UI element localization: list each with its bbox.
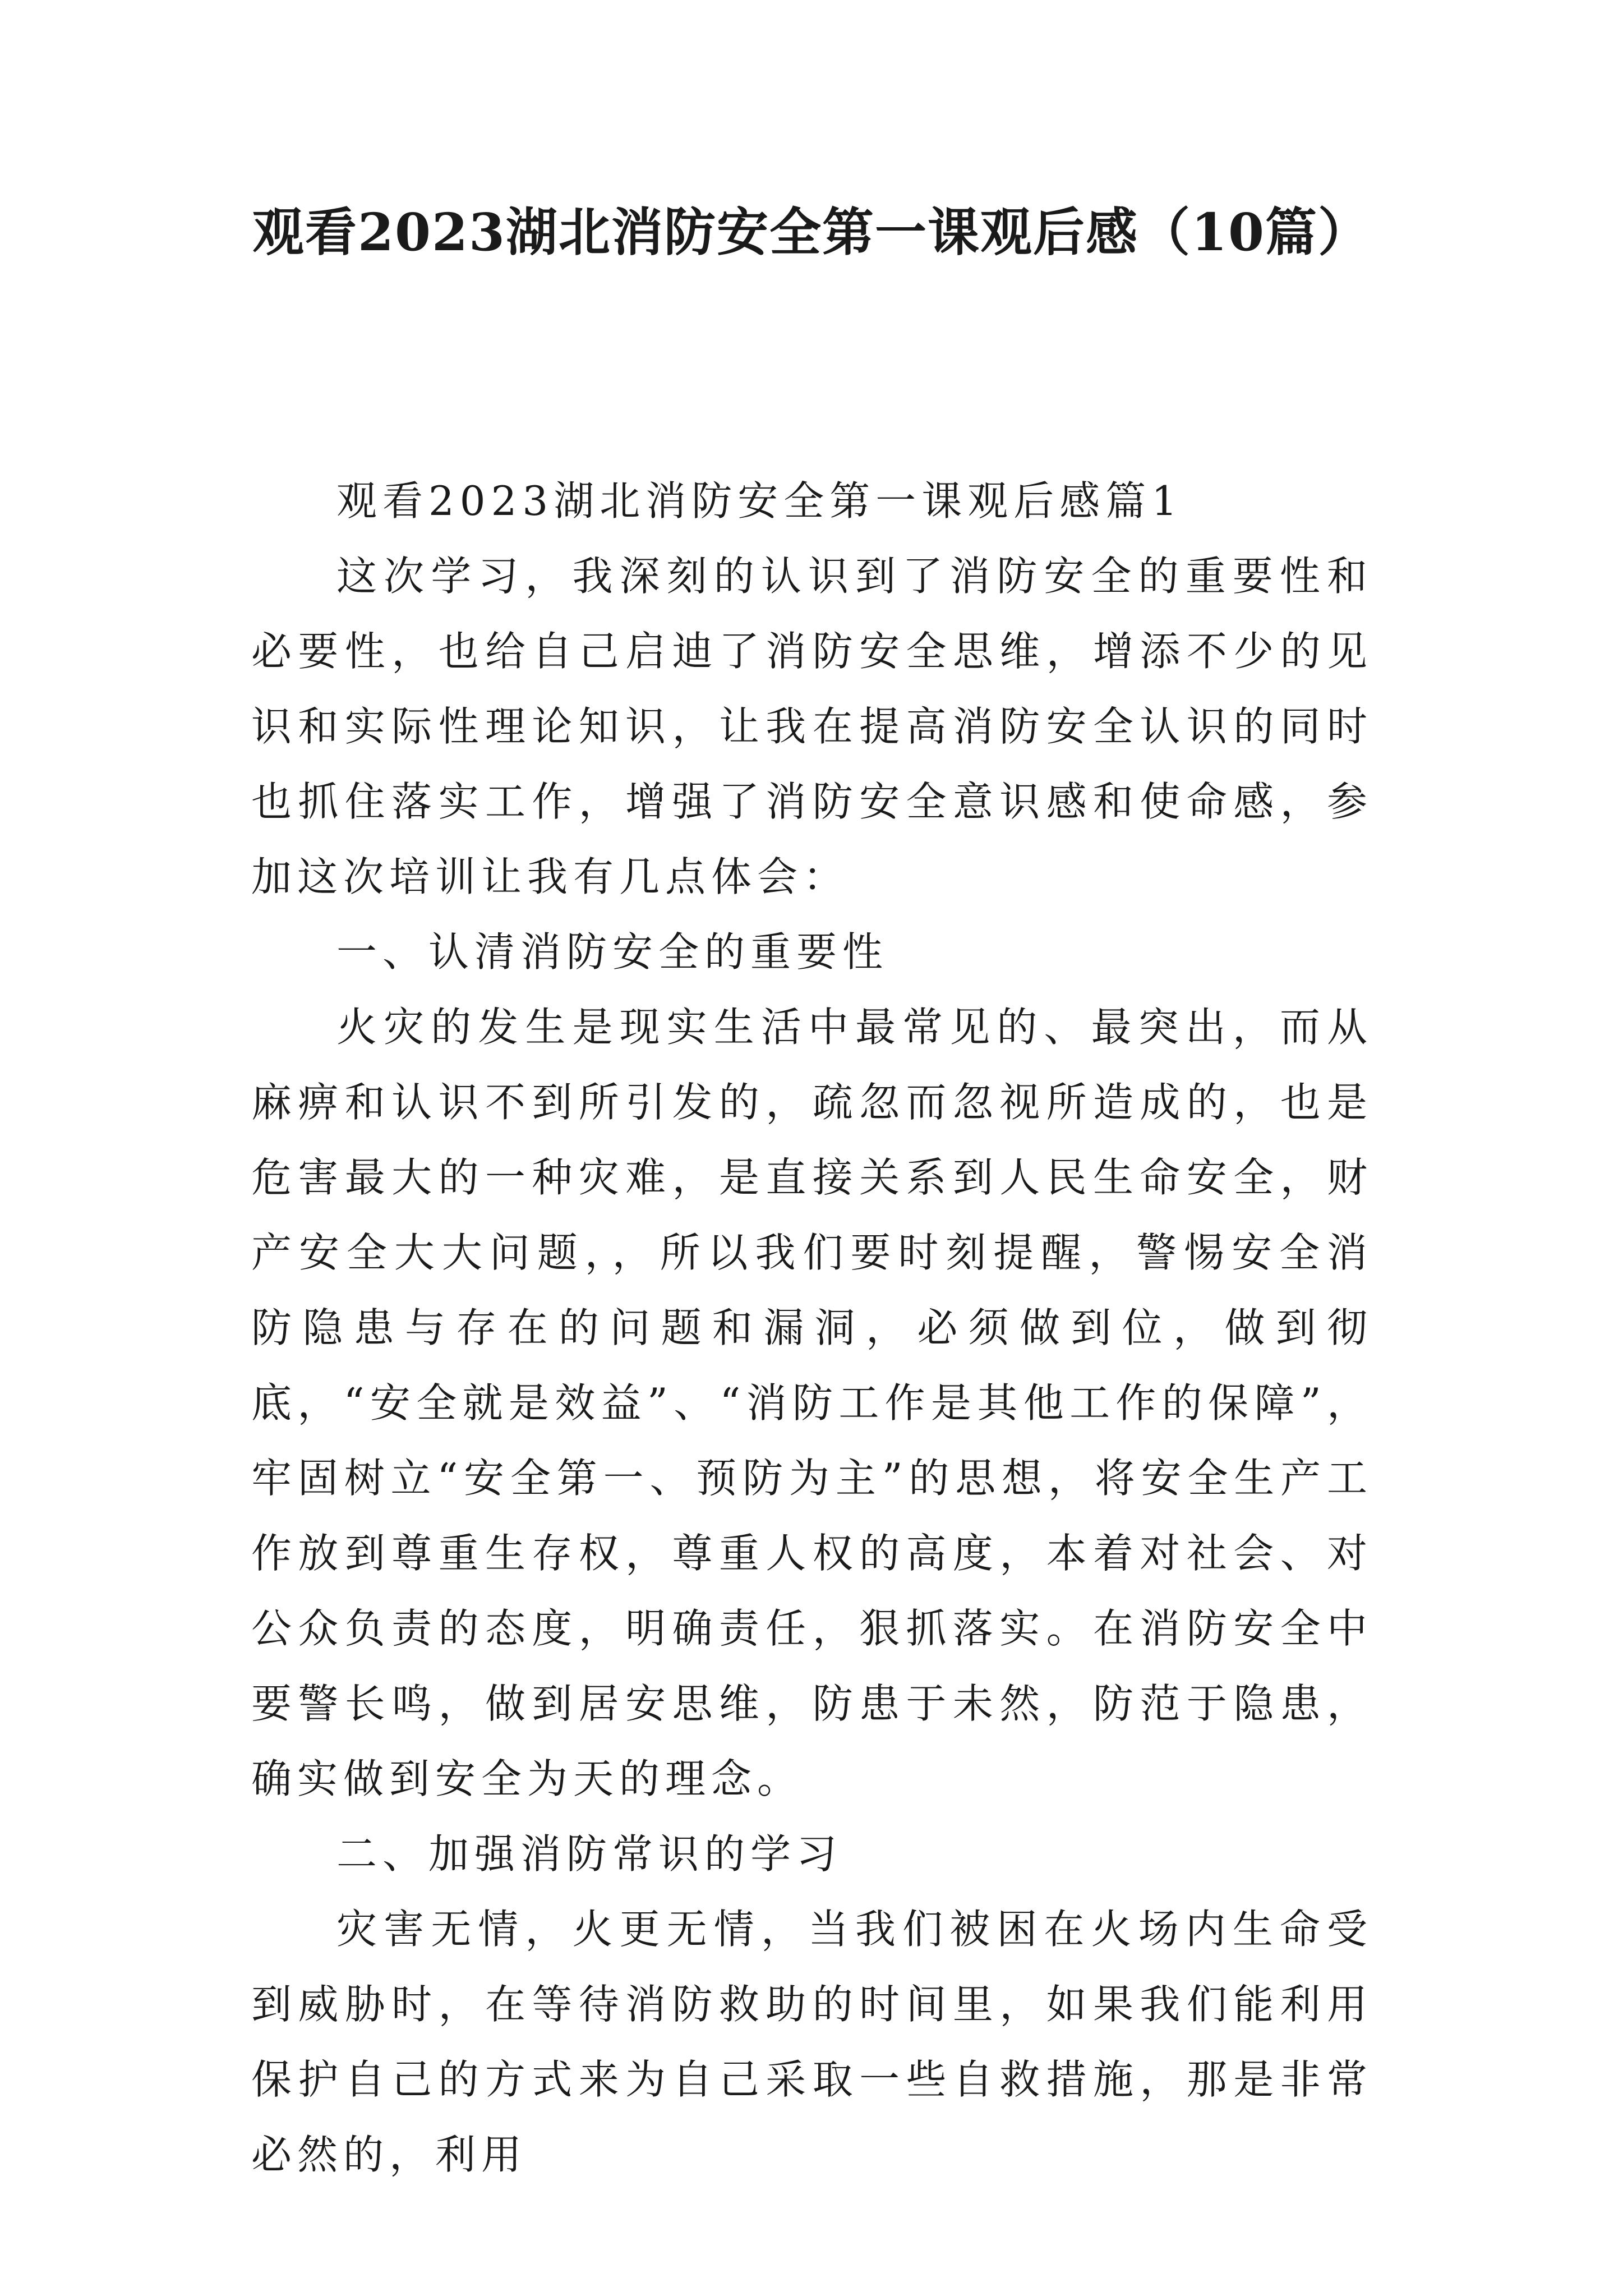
document-title: 观看2023湖北消防安全第一课观后感（10篇） (252, 202, 1371, 263)
paragraph: 这次学习，我深刻的认识到了消防安全的重要性和必要性，也给自己启迪了消防安全思维，增添不少的见识和实际性理论知识，让我在提高消防安全认识的同时也抓住落实工作，增强了消防安全意识感和使命感，参加这次培训让我有几点体会： (251, 553, 1373, 900)
section-heading-essay-1: 观看2023湖北消防安全第一课观后感篇1 (336, 477, 1183, 524)
section-heading-point-2: 二、加强消防常识的学习 (336, 1830, 843, 1878)
section-heading-point-1: 一、认清消防安全的重要性 (336, 928, 889, 976)
document-body (251, 463, 1373, 2192)
paragraph: 火灾的发生是现实生活中最常见的、最突出，而从麻痹和认识不到所引发的，疏忽而忽视所造成的，也是危害最大的一种灾难，是直接关系到人民生命安全，财产安全大大问题，，所以我们要时刻提醒，警惕安全消防隐患与存在的问题和漏洞，必须做到位，做到彻底，“安全就是效益”、“消防工作是其他工作的保障”，牢固树立“安全第一、预防为主”的思想，将安全生产工作放到尊重生存权，尊重人权的高度，本着对社会、对公众负责的态度，明确责任，狠抓落实。在消防安全中要警长鸣，做到居安思维，防患于未然，防范于隐患，确实做到安全为天的理念。 (251, 1004, 1373, 1802)
paragraph: 灾害无情，火更无情，当我们被困在火场内生命受到威胁时，在等待消防救助的时间里，如果我们能利用保护自己的方式来为自己采取一些自救措施，那是非常必然的，利用 (251, 1906, 1373, 2178)
